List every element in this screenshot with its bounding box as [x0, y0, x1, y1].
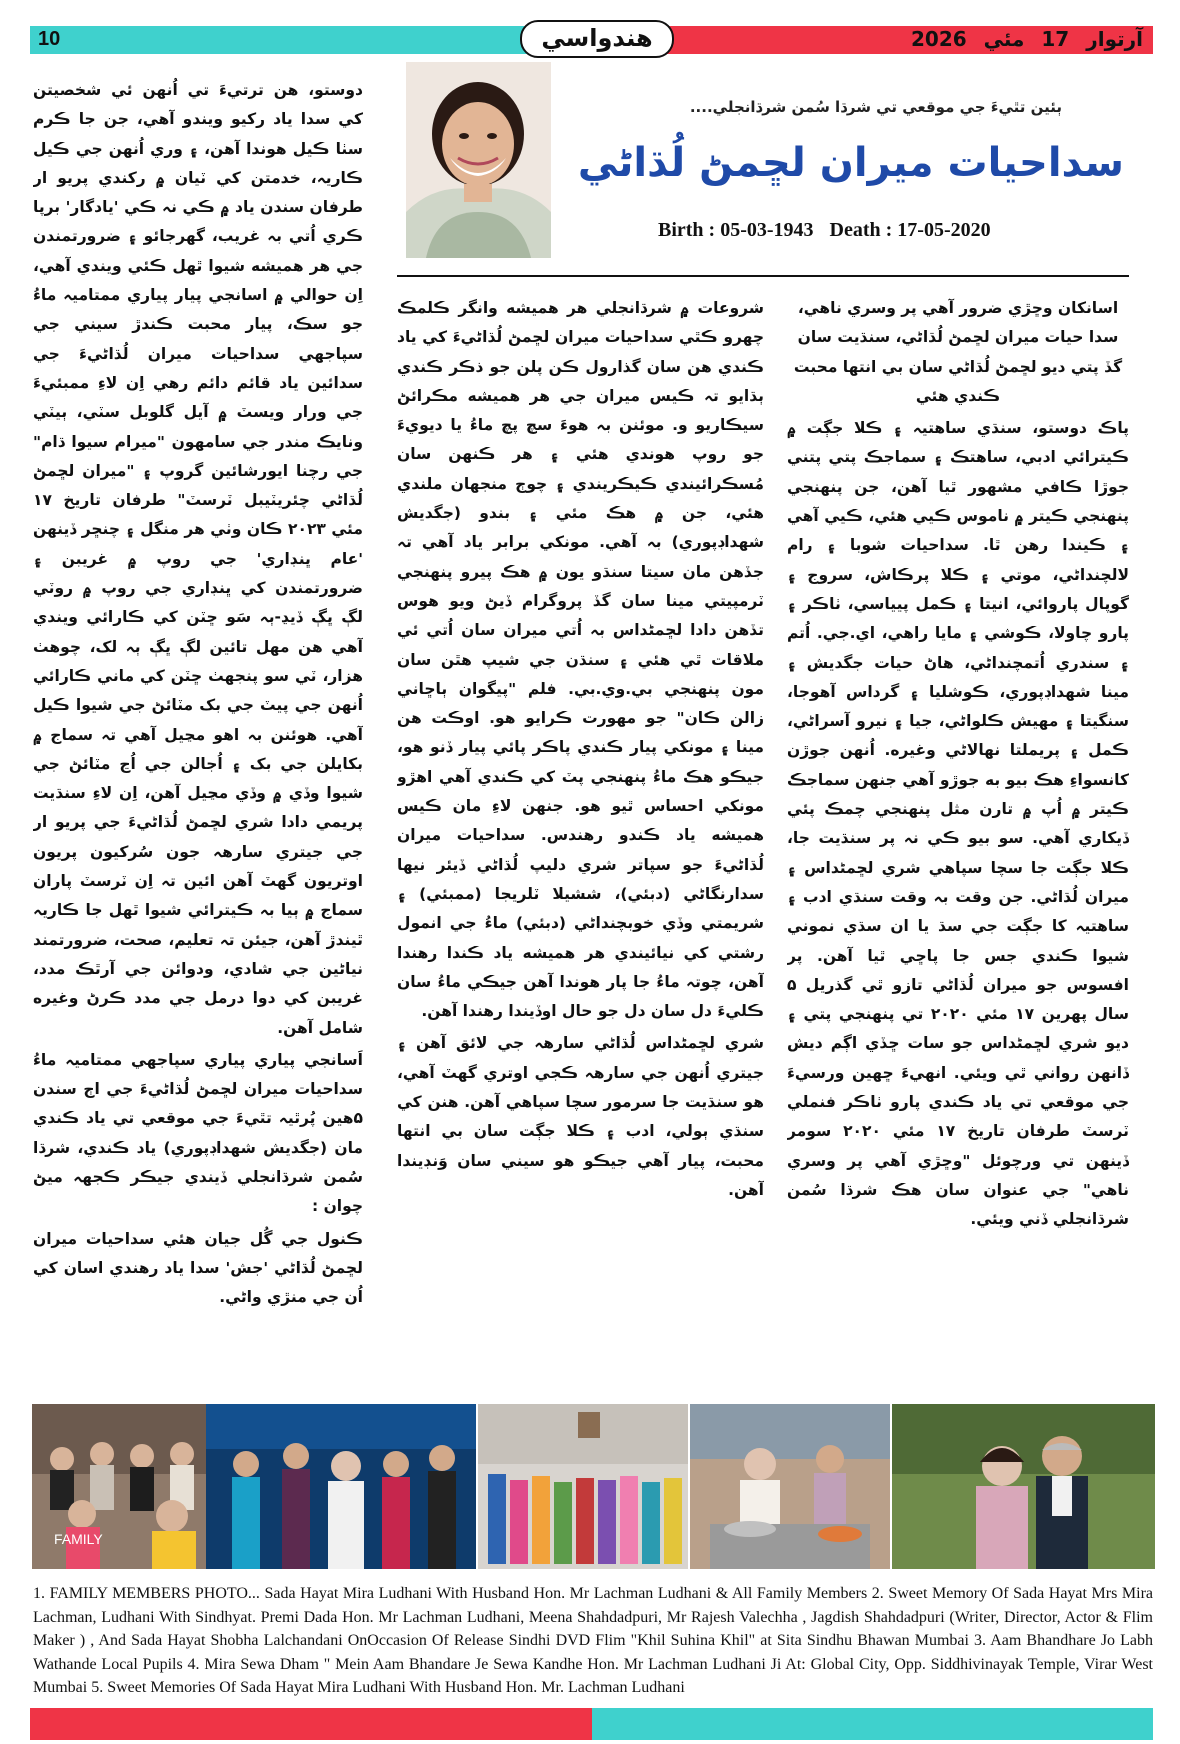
dateline — [901, 27, 1143, 51]
photo-overlay-text: FAMILY — [54, 1531, 103, 1547]
dateline-date: 17 — [1041, 27, 1070, 51]
paragraph: شري لڇمڻداس لُڌاڻي سارهہ جي لائق آهن ۽ جيتري اُنهن جي سارهہ ڪجي اوتري گهٽ آهي، هو سنڌيت جا سرمور سچا سپاهي آهن. هنن کي سنڌي ٻولي، ادب ۽ ڪلا جڳت سان بي انتها محبت، پيار آهي جيڪو هو سيني سان وَنڊيندا آهن. — [397, 1034, 764, 1199]
newspaper-masthead: هندواسي — [520, 20, 674, 58]
paragraph: اسانکان وڇڙي ضرور آهي پر وسري ناهي، سدا حيات ميران لڇمڻ لُڌاڻي، سنڌيت سان گڏ پتي ديو لڇمڻ لُڌاڻي سان بي انتها محبت ڪندي هئي — [793, 299, 1123, 405]
page-footer — [30, 1708, 1153, 1740]
paragraph: پاڪ دوستو، سنڌي ساهتيہ ۽ ڪلا جڳت ۾ ڪيترائي ادبي، ساهتڪ ۽ سماجڪ پتي پتني جوڙا ڪافي مشهور ٿيا آهن، جن پنهنجي پنهنجي ڪيتر ۾ ناموس ڪيي هئي، ڪيي آهي ۽ ڪيندا رهن ٿا. سداحيات شوبا ۽ رام لالچنداڻي، موتي ۽ ڪلا پرڪاش، سروج ۽ گوپال پاروائي، انيتا ۽ ڪمل پيياسي، ٺاڪر ۽ پارو چاولا، ڪوشي ۽ مايا راهي، اي.جي. اُتم ۽ سندري اُتمچنداڻي، هاڻ حيات جگديش ۽ مينا شهداڊپوري، ڪوشليا ۽ گرداس آهوجا، سنگيتا ۽ مهيش ڪلواڻي، جيا ۽ نيرو آسراڻي، ڪمل ۽ پريملتا نهالاڻي وغيره. اُنهن جوڙن کانسواءِ هڪ بيو به جوڙو آهي جنهن سماجڪ ڪيتر ۾ اُپ ۾ تارن مثل پنهنجي چمڪ پئي ڏيکاري آهي. سو بيو ڪي نہ پر سنڌيت جا، ڪلا جڳت جا سچا سپاهي شري لڇمڻداس ۽ ميران لُڌاڻي. جن وقت بہ وقت سنڌي ادب ۽ ساهتيہ کا جڳت جي سڌ يا ان سڌي نموني شيوا ڪندي جس جا پاڇي ٿيا آهن. پر افسوس جو ميران لُڌاڻي تازو ٿي گذريل ۵ سال پهرين ۱۷ مئي ۲۰۲۰ تي پنهنجي پتي ۽ ديو شري لڇمڻداس جو سات ڇڏي اڳم ديش ڏانهن رواني ٿي ويئي. انهيءَ ڇهين ورسيءَ جي موقعي تي ياد ڪندي پارو ٺاڪر فنملي ٽرسٽ طرفان تاريخ ۱۷ مئي ۲۰۲۰ سومر ڏينهن تي ورچوئل "وڇڙي آهي پر وسري ناهي" جي عنوان سان هڪ شرڌا سُمن شرڌانجلي ڏني ويئي. — [787, 419, 1129, 1229]
photo-mira-sewa-dham — [690, 1404, 890, 1569]
paragraph: ڪنول جي گُل جيان هئي سداحيات ميران لڇمڻ لُڌاڻي 'جش' سدا ياد رهندي اسان کي اُن جي منڙي واڻي. — [33, 1229, 363, 1307]
header-band-teal — [30, 26, 590, 54]
photo-dvd-release — [206, 1404, 476, 1569]
dateline-month: مئي — [983, 27, 1025, 51]
photo-caption: 1. FAMILY MEMBERS PHOTO... Sada Hayat Mira Ludhani With Husband Hon. Mr Lachman Ludhani & All Family Members 2. Sweet Memory Of Sada Hayat Mrs Mira Lachman, Ludhani With Sindhyat. Premi Dada Hon. Mr Lachman Ludhani, Meena Shahdadpuri, Mr Rajesh Valechha , Jagdish Shahdadpuri (Writer, Director, Actor & Flim Maker ) , And Sada Hayat Shobha Lalchandani OnOccasion Of Release Sindhi DVD Flim "Khil Suhina Khil" at Sita Sindhu Bhawan Mumbai 3. Aam Bhandhare Jo Labh Wathande Local Pupils 4. Mira Sewa Dham " Mein Aam Bhandare Je Sewa Kandhe Hon. Mr Lachman Ludhani Ji At: Global City, Opp. Siddhivinayak Temple, Virar West Mumbai 5. Sweet Memories Of Sada Hayat Mira Ludhani With Husband Hon. Mr. Lachman Ludhani — [33, 1585, 1153, 1696]
paragraph: دوستو، هن ترتيءَ تي اُنهن ئي شخصيتن کي سدا ياد رکيو ويندو آهي، جن جا ڪرم سٺا ڪيل هوندا آهن، ۽ وري اُنهن جي ڪيل ڪاريہ، خدمتن کي ٽيان ۾ رکندي پريو ار طرفان سندن ياد ۾ ڪي نہ ڪي 'يادگار' برپا ڪري اُتي بہ غريب، گهرجائو ۽ ضرورتمندن جي هر هميشه شيوا ٿهل ڪئي ويندي آهي، اِن حوالي ۾ اسانجي پيار پياري ممتاميہ ماءُ جو سڪ، پيار محبت ڪندڙ سيني جي سپاجهي سداحيات ميران لُڌاڻيءَ جي سدائين ياد قائم دائم رهي اِن لاءِ ممبئيءَ جي ورار ويسٽ ۾ آيل گلوبل سٽي، ٻيٽي ونايڪ مندر جي سامهون "ميرام سيوا ڌام" جي رچنا ايورشائين گروپ ۽ "ميران لڇمڻ لُڌاڻي چئريٽيبل ٽرسٽ" طرفان تاريخ ۱۷ مئي ۲۰۲۳ ڪان وٺي هر منگل ۽ چنڇر ڏينهن 'عام ڀنڊاري' جي روپ ۾ غريبن ۽ ضرورتمندن کي ڀنڊاري جي روپ ۾ روٽي لڳ ڀڳ ڏيڍ-ٻہ سَو ڇٽن کي ڪارائي ويندي آهي هن مهل تائين لڳ ڀڳ ٻہ لک، چوهٺ هزار، ٽي سو پنجهٺ ڇٽن کي ماني ڪارائي اُنهن جي پيٽ جي بک مٽائڻ جي شيوا ڪيل آهي. هوئنن بہ اهو مڃيل آهي تہ سماج ۾ بکايلن جي بک ۽ اُجالن جي اُڃ مٽائڻ جي شيوا وڏي ۾ وڏي مڃيل آهن، اِن لاءِ سنڌيت پريمي دادا شري لڇمڻ لُڌاڻيءَ جي پريو ار جي جيتري سارهہ جون سُرکيون پريون اوتريون گهٽ آهن ائين تہ اِن ٽرسٽ پاران سماج ۾ ٻيا بہ ڪيترائي شيوا ٿهل جا ڪاريہ ٿيندڙ آهن، جيئن تہ تعليم، صحت، ضرورتمند نياڻين جي شادي، ودوائن جي آرٿڪ مدد، غريبن کي دوا درمل جي مدد ڪرڻ وغيره شامل آهن. — [33, 81, 363, 1037]
paragraph: اَسانجي پياري پياري سپاجهي ممتاميہ ماءُ سداحيات ميران لڇمڻ لُڌاڻيءَ جي اڄ سندن ۵هين پُرٿيہ تٿيءَ جي موقعي تي ياد ڪندي مان (جگديش شهداڊپوري) ياد ڪندي، شرڌا سُمن شرڌانجلي ڏيندي جيڪر ڪجهہ ميڻ چوان : — [33, 1050, 363, 1216]
paragraph: شروعات ۾ شرڌانجلي هر هميشه وانگر ڪلمڪ چهرو ڪٿي سداحيات ميران لڇمڻ لُڌاڻيءَ کي ياد ڪندي هن سان گذارول ڪن پلن جو ذڪر ڪندي ٻڌايو تہ ڪيس ميران جي هر هميشه مڪرائڻ سيڪاريو و. موئنن بہ هوءَ سچ پچ ماءُ يا ديويءَ جو روپ هوندي هئي ۽ هر ڪنهن سان مُسڪرائيندي ڪيڪريندي ۽ چوڄ منجهان ملندي هئي، جن ۾ هڪ مئي ۽ بندو (جگديش شهداڊپوري) بہ آهي. مونکي برابر ياد آهي تہ جڏهن مان سيتا سنڌو يون ۾ هڪ پيرو پنهنجي ٽرمپيتي مينا سان گڏ پروگرام ڏيڻ ويو هوس تڏهن دادا لڇمڻداس بہ اُتي ميران سان اُتي ئي ملاقات ٿي هئي ۽ سنڌن جي شيپ هٿن سان مون پنهنجي بي.وي.بي. فلم "پيگوان ٻاڇاني زالن ڪان" جو مهورت ڪرايو هو. اوڪت هن مينا ۽ مونکي پيار ڪندي پاڪر پائي پيار ڏنو هو، جيڪو هڪ ماءُ پنهنجي پٽ کي ڪندي آهي اهڙو مونکي احساس ٿيو هو. جنهن لاءِ مان ڪيس هميشه ياد ڪندو رهندس. سداحيات ميران لُڌاڻيءَ جو سپاتر شري دليپ لُڌاڻي ڏيئر نيها سدارنگاڻي (دبئي)، ششيلا ٽلريجا (ممبئي) ۽ شريمتي وڏي خوبچنداڻي (دبئي) ماءُ جي انمول رشتي کي نيائيندي هر هميشه ياد ڪندا رهندا آهن، چوتہ ماءُ جا پار هوندا آهن جيڪي ماءُ سان ڪليءَ دل سان دل جو حال اوڏيندا رهندا آهن. — [397, 299, 764, 1021]
dateline-day: آرتوار — [1086, 27, 1143, 51]
footer-band-teal — [592, 1708, 1153, 1740]
death-date: Death : 17-05-2020 — [829, 219, 991, 241]
page-header — [30, 26, 1153, 54]
birth-date: Birth : 05-03-1943 — [658, 219, 814, 241]
portrait-photo — [406, 62, 551, 258]
title-rule — [397, 275, 1129, 277]
article-column-left — [33, 76, 363, 1396]
article-title: سداحيات ميران لڇمڻ لُڌاڻي — [577, 140, 1124, 186]
photo-mira-with-husband — [892, 1404, 1155, 1569]
photo-family-members — [32, 1404, 222, 1569]
photo-bhandara-pupils — [478, 1404, 688, 1569]
dedication-line: ٻئين تٿيءَ جي موقعي تي شرڌا سُمن شرڌانجلي.... — [689, 98, 1062, 116]
footer-band-red — [30, 1708, 592, 1740]
article-column-right — [787, 294, 1129, 1394]
article-column-middle — [397, 294, 764, 1390]
page-number: 10 — [38, 28, 61, 50]
dateline-year: 2026 — [911, 27, 967, 51]
photo-strip — [32, 1404, 1155, 1569]
birth-death-dates — [658, 219, 991, 242]
